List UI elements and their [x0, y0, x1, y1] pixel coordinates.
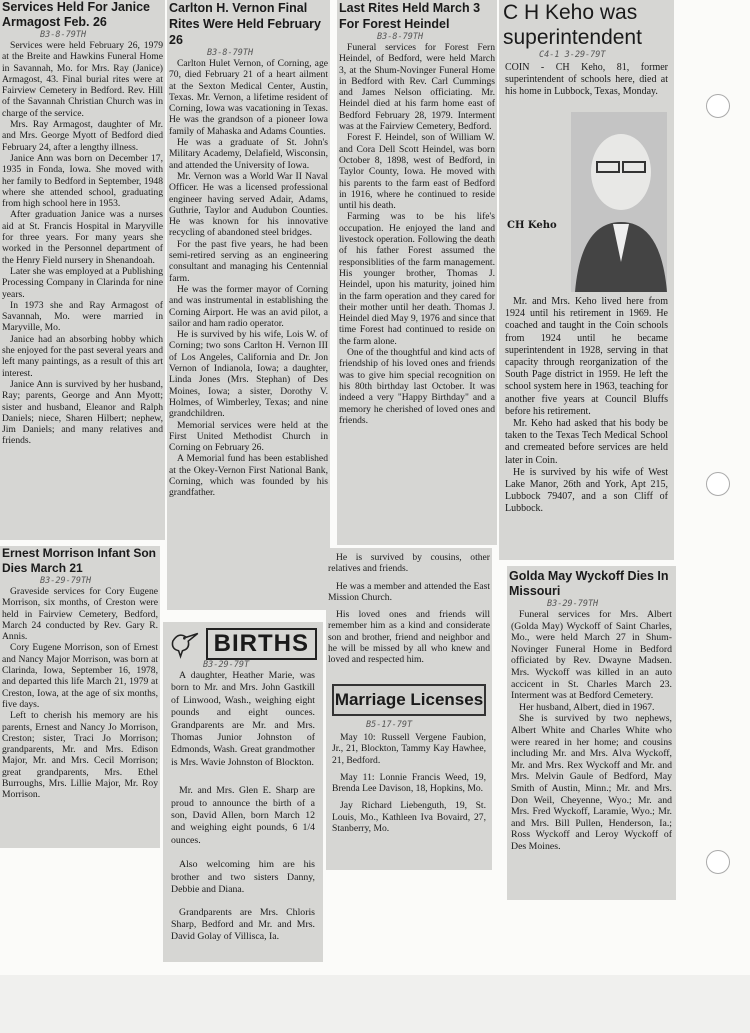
headline: Ernest Morrison Infant Son Dies March 21 [2, 546, 157, 575]
photo-caption: CH Keho [507, 220, 557, 231]
headline: Carlton H. Vernon Final Rites Were Held February 26 [169, 1, 321, 47]
births-banner [163, 622, 323, 660]
clipping-armagost [0, 0, 165, 540]
article-body: Graveside services for Cory Eugene Morrison, six months, of Creston were held in Fairview Cemetery, Bedford, March 24 conducted by Rev. Gary R. Annis. Cory Eugene Morrison, son of Ernest and Nancy Major Morrison, was born at Clarinda, Iowa, September 16, 1978, and departed this life March 21, 1979 at Creston, Iowa, at the age of six months, five days. Left to cherish his memory are his parents, Ernest and Nancy Jo Morrison, Creston; sister, Traci Jo Morrison; grandparents, Mr. and Mrs. Edison Major, Mr. and Mrs. Cecil Morrison; great grandparents, Mrs. Ethel Burroughs, Mrs. Lillie Major, Mr. Roy Morrison. [2, 586, 158, 801]
portrait-photo [571, 112, 667, 292]
handwritten-note: B3-29-79TH [40, 576, 92, 586]
article-body: Services were held February 26, 1979 at the Breite and Hawkins Funeral Home in Savannah, Mo. for Mrs. Ray (Janice) Armagost, 43. Final burial rites were at Fairview Cemetery in Bedford. Rev. Hill of the Savannah Christian Church was in charge of the service. Mrs. Ray Armagost, daughter of Mr. and Mrs. George Myott of Bedford died February 24, after a lengthy illness. Janice Ann was born on December 17, 1935 in Fonda, Iowa. She moved with her family to Bedford in September, 1948 where she attended school, graduating from high school here in 1953. After graduation Janice was a nurses aid at St. Francis Hospital in Maryville for three years. For many years she worked in the Personnel department of the Henry Field nursery in Shenandoah. Later she was employed at a Publishing Processing Company in Clarinda for nine years. In 1973 she and Ray Armagost of Savannah, Mo. were married in Maryville, Mo. Janice had an absorbing hobby which she enjoyed for the past several years and left many paintings, as a result of this art interest. Janice Ann is survived by her husband, Ray; parents, George and Ann Myott; sister and husband, Eleanor and Ralph Daniels; niece, Sharen Hilbert; nephew, Jim Daniels; and many relatives and friends. [2, 40, 163, 447]
stork-icon [169, 629, 202, 659]
handwritten-note: B3-29-79TH [547, 599, 599, 609]
article-body: Funeral services for Mrs. Albert (Golda May) Wyckoff of Saint Charles, Mo., were held March 27 in Shum-Novinger Funeral Home in Bedford officiated by Rev. Dwayne Madsen. Mrs. Wyckoff was killed in an auto accicent in St. Charles March 23. Interment was at Bedford Cemetery. Her husband, Albert, died in 1967. She is survived by two nephews, Albert White and Charles White who were reared in her home; and cousins including Mr. and Mrs. Alva Wyckoff, Mr. and Mrs. Rex Wyckoff and Mr. and Mrs. Melvin Gaule of Bedford, May Smith of Austin, Minn.; Mr. and Mrs. Don Weil, Cheyenne, Wyo.; Mr. and Mrs. Fred Wyckoff, Laramie, Wyo.; Mr. and Mrs. Bill Pullen, Henderson, Ia.; Ross Wyckoff and Leroy Wyckoff of Des Moines. [511, 609, 672, 852]
clipping-marriage-licenses [326, 680, 492, 870]
binder-hole [706, 472, 730, 496]
headline: Last Rites Held March 3 For Forest Heindel [339, 1, 481, 31]
handwritten-note: B3-8-79TH [377, 32, 424, 42]
clipping-vernon [167, 0, 330, 610]
page-bottom-margin [0, 975, 750, 1033]
headline: C H Keho was superintendent [503, 1, 642, 49]
headline: Services Held For Janice Armagost Feb. 26 [2, 0, 150, 29]
handwritten-note: B3-8-79TH [40, 30, 87, 40]
headline: Golda May Wyckoff Dies In Missouri [509, 569, 669, 598]
marriage-title: Marriage Licenses [332, 684, 486, 716]
clipping-heindel [337, 0, 497, 545]
handwritten-note: B3-8-79TH [207, 48, 254, 58]
article-body: Mr. and Mrs. Keho lived here from 1924 until his retirement in 1969. He coached and taught in the Coin schools from 1924 until he became superintendent in 1928, serving in that capacity through reorganization of the South Page district in 1959. He left the school system here in 1963, teaching for another five years at Council Bluffs before his retirement. Mr. Keho had asked that his body be taken to the Texas Tech Medical School and cremeated before services are held later in Coin. He is survived by his wife of West Lake Manor, 26th and York, Apt 215, Lubbock 79407, and a son Cliff of Lubbock. [505, 296, 668, 515]
binder-hole [706, 850, 730, 874]
handwritten-note: B3-29-79T [203, 660, 250, 670]
article-body: He is survived by cousins, other relatives and friends. He was a member and attended the East Mission Church. His loved ones and friends will remember him as a kind and considerate son and brother, friend and neighbor and he will be missed by all who knew and loved and respected him. [328, 552, 490, 666]
binder-hole [706, 94, 730, 118]
article-body: Carlton Hulet Vernon, of Corning, age 70, died February 21 of a heart ailment at the Sexton Medical Center, Austin, Texas. Mr. Vernon, a lifetime resident of Corning, Iowa was vacationing in Texas. He was the grandson of a pioneer Iowa family of Mahaska and Adams Counties. He was a graduate of St. John's Military Academy, Delafield, Wisconsin, and attended the University of Iowa. Mr. Vernon was a World War II Naval Officer. He was a licensed professional engineer having served Adair, Adams, Guthrie, Taylor and Audubon Counties. He was known for his innovative recycling of abandoned steel bridges. For the past five years, he had been semi-retired serving as an engineering consultant and managing his Centennial farm. He was the former mayor of Corning and was instrumental in establishing the Corning Airport. He was an avid pilot, a sailor and ham radio operator. He is survived by his wife, Lois W. of Corning; two sons Carlton H. Vernon III of Los Angeles, California and Dr. Jon Vernon of Indianola, Iowa; a daughter, Linda Jones (Mrs. Stephan) of Des Moines, Iowa; a sister, Dorothy V. Holmes, of Wimberley, Texas; and nine grandchildren. Memorial services were held at the First United Methodist Church in Corning on February 26. A Memorial fund has been established at the Okey-Vernon First National Bank, Corning, which was founded by his grandfather. [169, 58, 328, 499]
clipping-heindel-continued [326, 548, 492, 680]
clipping-keho [499, 0, 674, 560]
clipping-wyckoff [507, 566, 676, 900]
article-body: A daughter, Heather Marie, was born to Mr. and Mrs. John Gastkill of Linwood, Wash., weighing eight pounds and eight ounces. Grandparents are Mr. and Mrs. Thomas Junior Johnston of Edmonds, Wash. Great grandmother is Mrs. Wavie Johnston of Blockton. Mr. and Mrs. Glen E. Sharp are proud to announce the birth of a son, David Allen, born March 12 and weighing eight pounds, 6 1/4 ounces. Also welcoming him are his brother and two sisters Danny, Debbie and Diana. Grandparents are Mrs. Chloris Sharp, Bedford and Mr. and Mrs. David Golay of Villisca, Ia. [171, 670, 315, 943]
births-title: BIRTHS [206, 628, 317, 660]
article-body: Funeral services for Forest Fern Heindel, of Bedford, were held March 3, at the Shum-Novinger Funeral Home in Bedford with Rev. Carl Cummings and James Nelson officiating. Mr. Heindel died at his farm home east of Bedford February 28, 1979. Interment was at the Fairview Cemetery, Bedford. Forest F. Heindel, son of William W. and Cora Dell Scott Heindel, was born October 8, 1898, west of Bedford, in Taylor County, Iowa. He moved with his parents to the farm east of Bedford in 1916, where he continued to reside until his death. Farming was to be his life's occupation. He enjoyed the land and livestock operation. Following the death of his father Forest assumed the responsiblities of the farm management. His younger brother, Thomas J. Heindel, upon his maturity, joined him in the farm operation and they cared for their mother until her death. Thomas J. Heindel died May 9, 1976 and since that time Forest had continued to reside on the farm alone. One of the thoughtful and kind acts of friendship of his loved ones and friends was to give him special recognition on his 80th birthday last October. It was indeed a very "Happy Birthday" and a memory he cherished of loved ones and friends. [339, 42, 495, 426]
clipping-morrison [0, 546, 160, 848]
handwritten-note: C4-1 3-29-79T [539, 50, 606, 60]
handwritten-note: B5-17-79T [366, 720, 413, 730]
clipping-births [163, 622, 323, 962]
lead-paragraph: COIN - CH Keho, 81, former superintendent of schools here, died at his home in Lubbock, Texas, Monday. [505, 62, 668, 97]
article-body: May 10: Russell Vergene Faubion, Jr., 21, Blockton, Tammy Kay Hawhee, 21, Bedford. May 11: Lonnie Francis Weed, 19, Brenda Lee Davison, 18, Hopkins, Mo. Jay Richard Liebenguth, 19, St. Louis, Mo., Kathleen Iva Bovaird, 27, Stanberry, Mo. [332, 732, 486, 835]
